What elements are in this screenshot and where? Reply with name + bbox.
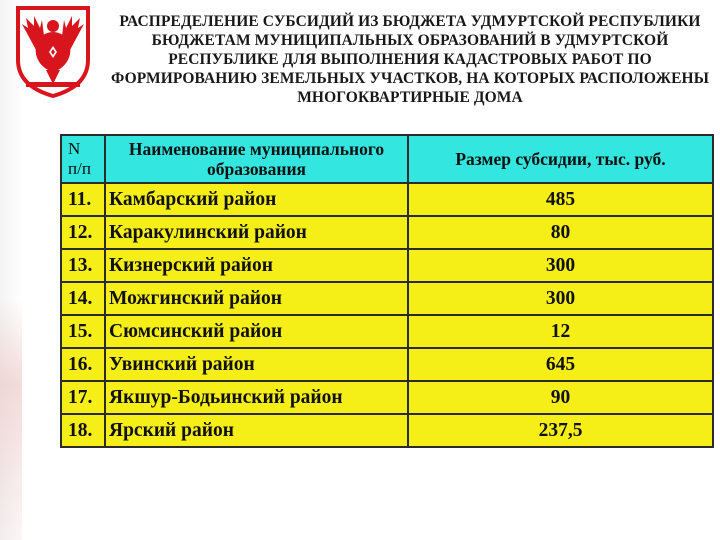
table-row [61, 348, 713, 381]
row-number: 12. [61, 216, 105, 249]
row-municipality: Кизнерский район [105, 249, 408, 282]
coat-of-arms-icon [12, 2, 94, 100]
row-number: 16. [61, 348, 105, 381]
row-number: 15. [61, 315, 105, 348]
header-municipality [105, 135, 408, 183]
row-subsidy: 300 [408, 249, 713, 282]
row-municipality: Сюмсинский район [105, 315, 408, 348]
row-municipality: Можгинский район [105, 282, 408, 315]
row-number: 11. [61, 183, 105, 216]
table-row [61, 381, 713, 414]
slide-title: РАСПРЕДЕЛЕНИЕ СУБСИДИЙ ИЗ БЮДЖЕТА УДМУРТСКОЙ РЕСПУБЛИКИ БЮДЖЕТАМ МУНИЦИПАЛЬНЫХ ОБРАЗОВАНИЙ В УДМУРТСКОЙ РЕСПУБЛИКЕ ДЛЯ ВЫПОЛНЕНИЯ КАДАСТРОВЫХ РАБОТ ПО ФОРМИРОВАНИЮ ЗЕМЕЛЬНЫХ УЧАСТКОВ, НА КОТОРЫХ РАСПОЛОЖЕНЫ МНОГОКВАРТИРНЫЕ ДОМА [110, 13, 710, 106]
table-row [61, 249, 713, 282]
table-row [61, 216, 713, 249]
row-municipality: Каракулинский район [105, 216, 408, 249]
side-band-glow [0, 300, 22, 540]
row-subsidy: 237,5 [408, 414, 713, 447]
header-municipality-line2: образования [206, 159, 307, 179]
row-subsidy: 90 [408, 381, 713, 414]
row-municipality: Увинский район [105, 348, 408, 381]
table-row [61, 414, 713, 447]
table-header-row [61, 135, 713, 183]
row-number: 13. [61, 249, 105, 282]
table-row [61, 183, 713, 216]
row-municipality: Якшур-Бодьинский район [105, 381, 408, 414]
header-number-line1: N [68, 139, 81, 158]
header-number-line2: п/п [68, 159, 91, 178]
row-subsidy: 485 [408, 183, 713, 216]
row-number: 17. [61, 381, 105, 414]
header-number [61, 135, 105, 183]
row-municipality: Ярский район [105, 414, 408, 447]
row-subsidy: 12 [408, 315, 713, 348]
header-municipality-line1: Наименование муниципального [128, 139, 385, 159]
row-subsidy: 80 [408, 216, 713, 249]
row-number: 18. [61, 414, 105, 447]
row-municipality: Камбарский район [105, 183, 408, 216]
subsidy-table [60, 134, 714, 448]
row-subsidy: 645 [408, 348, 713, 381]
table-row [61, 282, 713, 315]
header-subsidy-amount: Размер субсидии, тыс. руб. [408, 135, 713, 183]
row-number: 14. [61, 282, 105, 315]
table-row [61, 315, 713, 348]
row-subsidy: 300 [408, 282, 713, 315]
